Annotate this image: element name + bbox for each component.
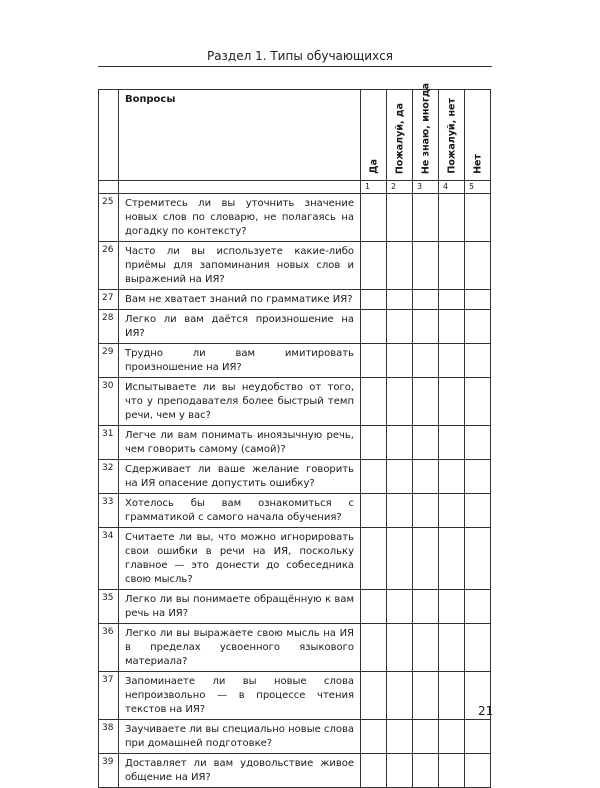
question-text: Считаете ли вы, что можно игнорировать свои ошибки в речи на ИЯ, поскольку главное — это донести до собеседника свою мысль? <box>119 528 361 590</box>
question-number: 33 <box>99 494 119 528</box>
question-text: Заучиваете ли вы специально новые слова при домашней подготовке? <box>119 720 361 754</box>
answer-cell-4[interactable] <box>439 754 465 788</box>
question-text: Легко ли вам даётся произношение на ИЯ? <box>119 310 361 344</box>
table-row <box>99 310 491 344</box>
answer-cell-1[interactable] <box>361 528 387 590</box>
question-text: Легче ли вам понимать иноязычную речь, чем говорить самому (самой)? <box>119 426 361 460</box>
answer-number: 1 <box>361 181 387 194</box>
question-text: Вам не хватает знаний по грамматике ИЯ? <box>119 290 361 310</box>
answer-cell-5[interactable] <box>465 590 491 624</box>
question-text: Доставляет ли вам удовольствие живое общение на ИЯ? <box>119 754 361 788</box>
answer-header-3 <box>413 82 439 181</box>
answer-cell-3[interactable] <box>413 528 439 590</box>
answer-cell-1[interactable] <box>361 194 387 242</box>
answer-cell-1[interactable] <box>361 310 387 344</box>
page-number: 21 <box>478 704 494 718</box>
answer-cell-1[interactable] <box>361 290 387 310</box>
answer-cell-2[interactable] <box>387 460 413 494</box>
answer-cell-2[interactable] <box>387 194 413 242</box>
answer-cell-2[interactable] <box>387 242 413 290</box>
answer-cell-1[interactable] <box>361 426 387 460</box>
table-row <box>99 194 491 242</box>
answer-cell-2[interactable] <box>387 310 413 344</box>
question-number: 34 <box>99 528 119 590</box>
question-number: 37 <box>99 672 119 720</box>
answer-cell-4[interactable] <box>439 590 465 624</box>
question-text: Испытываете ли вы неудобство от того, что у преподавателя более быстрый темп речи, чем у вас? <box>119 378 361 426</box>
answer-cell-2[interactable] <box>387 290 413 310</box>
question-number: 36 <box>99 624 119 672</box>
answer-cell-4[interactable] <box>439 378 465 426</box>
answer-cell-5[interactable] <box>465 242 491 290</box>
answer-cell-3[interactable] <box>413 344 439 378</box>
question-number: 35 <box>99 590 119 624</box>
question-text: Трудно ли вам имитировать произношение на ИЯ? <box>119 344 361 378</box>
table-row <box>99 290 491 310</box>
question-text: Хотелось бы вам ознакомиться с грамматикой с самого начала обучения? <box>119 494 361 528</box>
answer-cell-4[interactable] <box>439 494 465 528</box>
answer-header-label: Да <box>368 159 379 174</box>
answer-cell-5[interactable] <box>465 528 491 590</box>
answer-number-row <box>99 181 491 194</box>
question-text: Сдерживает ли ваше желание говорить на ИЯ опасение допустить ошибку? <box>119 460 361 494</box>
table-row <box>99 460 491 494</box>
table-row <box>99 494 491 528</box>
table-row <box>99 528 491 590</box>
questionnaire-table <box>98 82 494 788</box>
table-row <box>99 242 491 290</box>
answer-cell-5[interactable] <box>465 426 491 460</box>
answer-cell-4[interactable] <box>439 344 465 378</box>
answer-number: 2 <box>387 181 413 194</box>
answer-cell-2[interactable] <box>387 624 413 672</box>
answer-cell-1[interactable] <box>361 460 387 494</box>
answer-cell-3[interactable] <box>413 460 439 494</box>
answer-cell-3[interactable] <box>413 494 439 528</box>
answer-cell-3[interactable] <box>413 242 439 290</box>
answer-cell-5[interactable] <box>465 290 491 310</box>
answer-cell-3[interactable] <box>413 720 439 754</box>
table-row <box>99 426 491 460</box>
answer-cell-5[interactable] <box>465 624 491 672</box>
answer-cell-5[interactable] <box>465 378 491 426</box>
answer-header-label: Пожалуй, нет <box>446 98 457 174</box>
table-row <box>99 672 491 720</box>
question-number: 30 <box>99 378 119 426</box>
table-row <box>99 378 491 426</box>
question-text: Легко ли вы понимаете обращённую к вам речь на ИЯ? <box>119 590 361 624</box>
question-number: 27 <box>99 290 119 310</box>
answer-number: 3 <box>413 181 439 194</box>
questions-header: Вопросы <box>119 90 361 181</box>
question-number: 38 <box>99 720 119 754</box>
question-number: 26 <box>99 242 119 290</box>
answer-cell-4[interactable] <box>439 194 465 242</box>
answer-cell-2[interactable] <box>387 590 413 624</box>
answer-cell-2[interactable] <box>387 426 413 460</box>
answer-cell-3[interactable] <box>413 426 439 460</box>
answer-cell-4[interactable] <box>439 242 465 290</box>
table-row <box>99 590 491 624</box>
answer-header-4 <box>439 90 465 181</box>
number-column-header <box>99 90 119 181</box>
question-number: 32 <box>99 460 119 494</box>
header-rule <box>98 66 492 67</box>
table-row <box>99 720 491 754</box>
answer-cell-3[interactable] <box>413 310 439 344</box>
question-text: Легко ли вы выражаете свою мысль на ИЯ в пределах усвоенного языкового материала? <box>119 624 361 672</box>
answer-header-label: Не знаю, иногда <box>420 82 431 174</box>
answer-cell-5[interactable] <box>465 460 491 494</box>
answer-header-1 <box>361 90 387 181</box>
answer-cell-1[interactable] <box>361 242 387 290</box>
question-text: Запоминаете ли вы новые слова непроизвольно — в процессе чтения текстов на ИЯ? <box>119 672 361 720</box>
answer-cell-4[interactable] <box>439 528 465 590</box>
answer-cell-4[interactable] <box>439 290 465 310</box>
blank-cell <box>99 181 119 194</box>
answer-cell-1[interactable] <box>361 494 387 528</box>
question-number: 31 <box>99 426 119 460</box>
answer-cell-2[interactable] <box>387 378 413 426</box>
question-number: 29 <box>99 344 119 378</box>
answer-cell-1[interactable] <box>361 344 387 378</box>
answer-cell-4[interactable] <box>439 310 465 344</box>
answer-cell-3[interactable] <box>413 290 439 310</box>
answer-cell-3[interactable] <box>413 590 439 624</box>
answer-cell-1[interactable] <box>361 590 387 624</box>
question-number: 28 <box>99 310 119 344</box>
question-number: 25 <box>99 194 119 242</box>
answer-cell-3[interactable] <box>413 754 439 788</box>
answer-cell-3[interactable] <box>413 194 439 242</box>
answer-cell-5[interactable] <box>465 310 491 344</box>
answer-cell-2[interactable] <box>387 672 413 720</box>
running-header: Раздел 1. Типы обучающихся <box>206 49 394 63</box>
answer-cell-3[interactable] <box>413 672 439 720</box>
answer-cell-4[interactable] <box>439 426 465 460</box>
answer-cell-1[interactable] <box>361 624 387 672</box>
answer-cell-4[interactable] <box>439 672 465 720</box>
answer-cell-3[interactable] <box>413 624 439 672</box>
answer-cell-1[interactable] <box>361 672 387 720</box>
answer-cell-1[interactable] <box>361 720 387 754</box>
table-row <box>99 624 491 672</box>
answer-cell-4[interactable] <box>439 624 465 672</box>
answer-cell-2[interactable] <box>387 720 413 754</box>
answer-number: 4 <box>439 181 465 194</box>
question-text: Стремитесь ли вы уточнить значение новых слов по словарю, не полагаясь на догадку по контексту? <box>119 194 361 242</box>
answer-cell-2[interactable] <box>387 528 413 590</box>
question-text: Часто ли вы используете какие-либо приёмы для запоминания новых слов и выражений на ИЯ? <box>119 242 361 290</box>
answer-cell-1[interactable] <box>361 754 387 788</box>
answer-header-5 <box>465 90 491 181</box>
answer-cell-4[interactable] <box>439 460 465 494</box>
answer-number: 5 <box>465 181 491 194</box>
answer-cell-5[interactable] <box>465 344 491 378</box>
answer-cell-5[interactable] <box>465 194 491 242</box>
blank-cell <box>119 181 361 194</box>
answer-header-2 <box>387 90 413 181</box>
question-number: 39 <box>99 754 119 788</box>
answer-cell-2[interactable] <box>387 754 413 788</box>
answer-cell-5[interactable] <box>465 720 491 754</box>
table-row <box>99 754 491 788</box>
answer-cell-1[interactable] <box>361 378 387 426</box>
answer-cell-5[interactable] <box>465 494 491 528</box>
answer-header-label: Нет <box>472 154 483 174</box>
answer-cell-4[interactable] <box>439 720 465 754</box>
answer-cell-2[interactable] <box>387 344 413 378</box>
table-row <box>99 344 491 378</box>
answer-header-label: Пожалуй, да <box>394 102 405 174</box>
table-header-row <box>99 90 491 181</box>
answer-cell-5[interactable] <box>465 754 491 788</box>
answer-cell-3[interactable] <box>413 378 439 426</box>
answer-cell-2[interactable] <box>387 494 413 528</box>
